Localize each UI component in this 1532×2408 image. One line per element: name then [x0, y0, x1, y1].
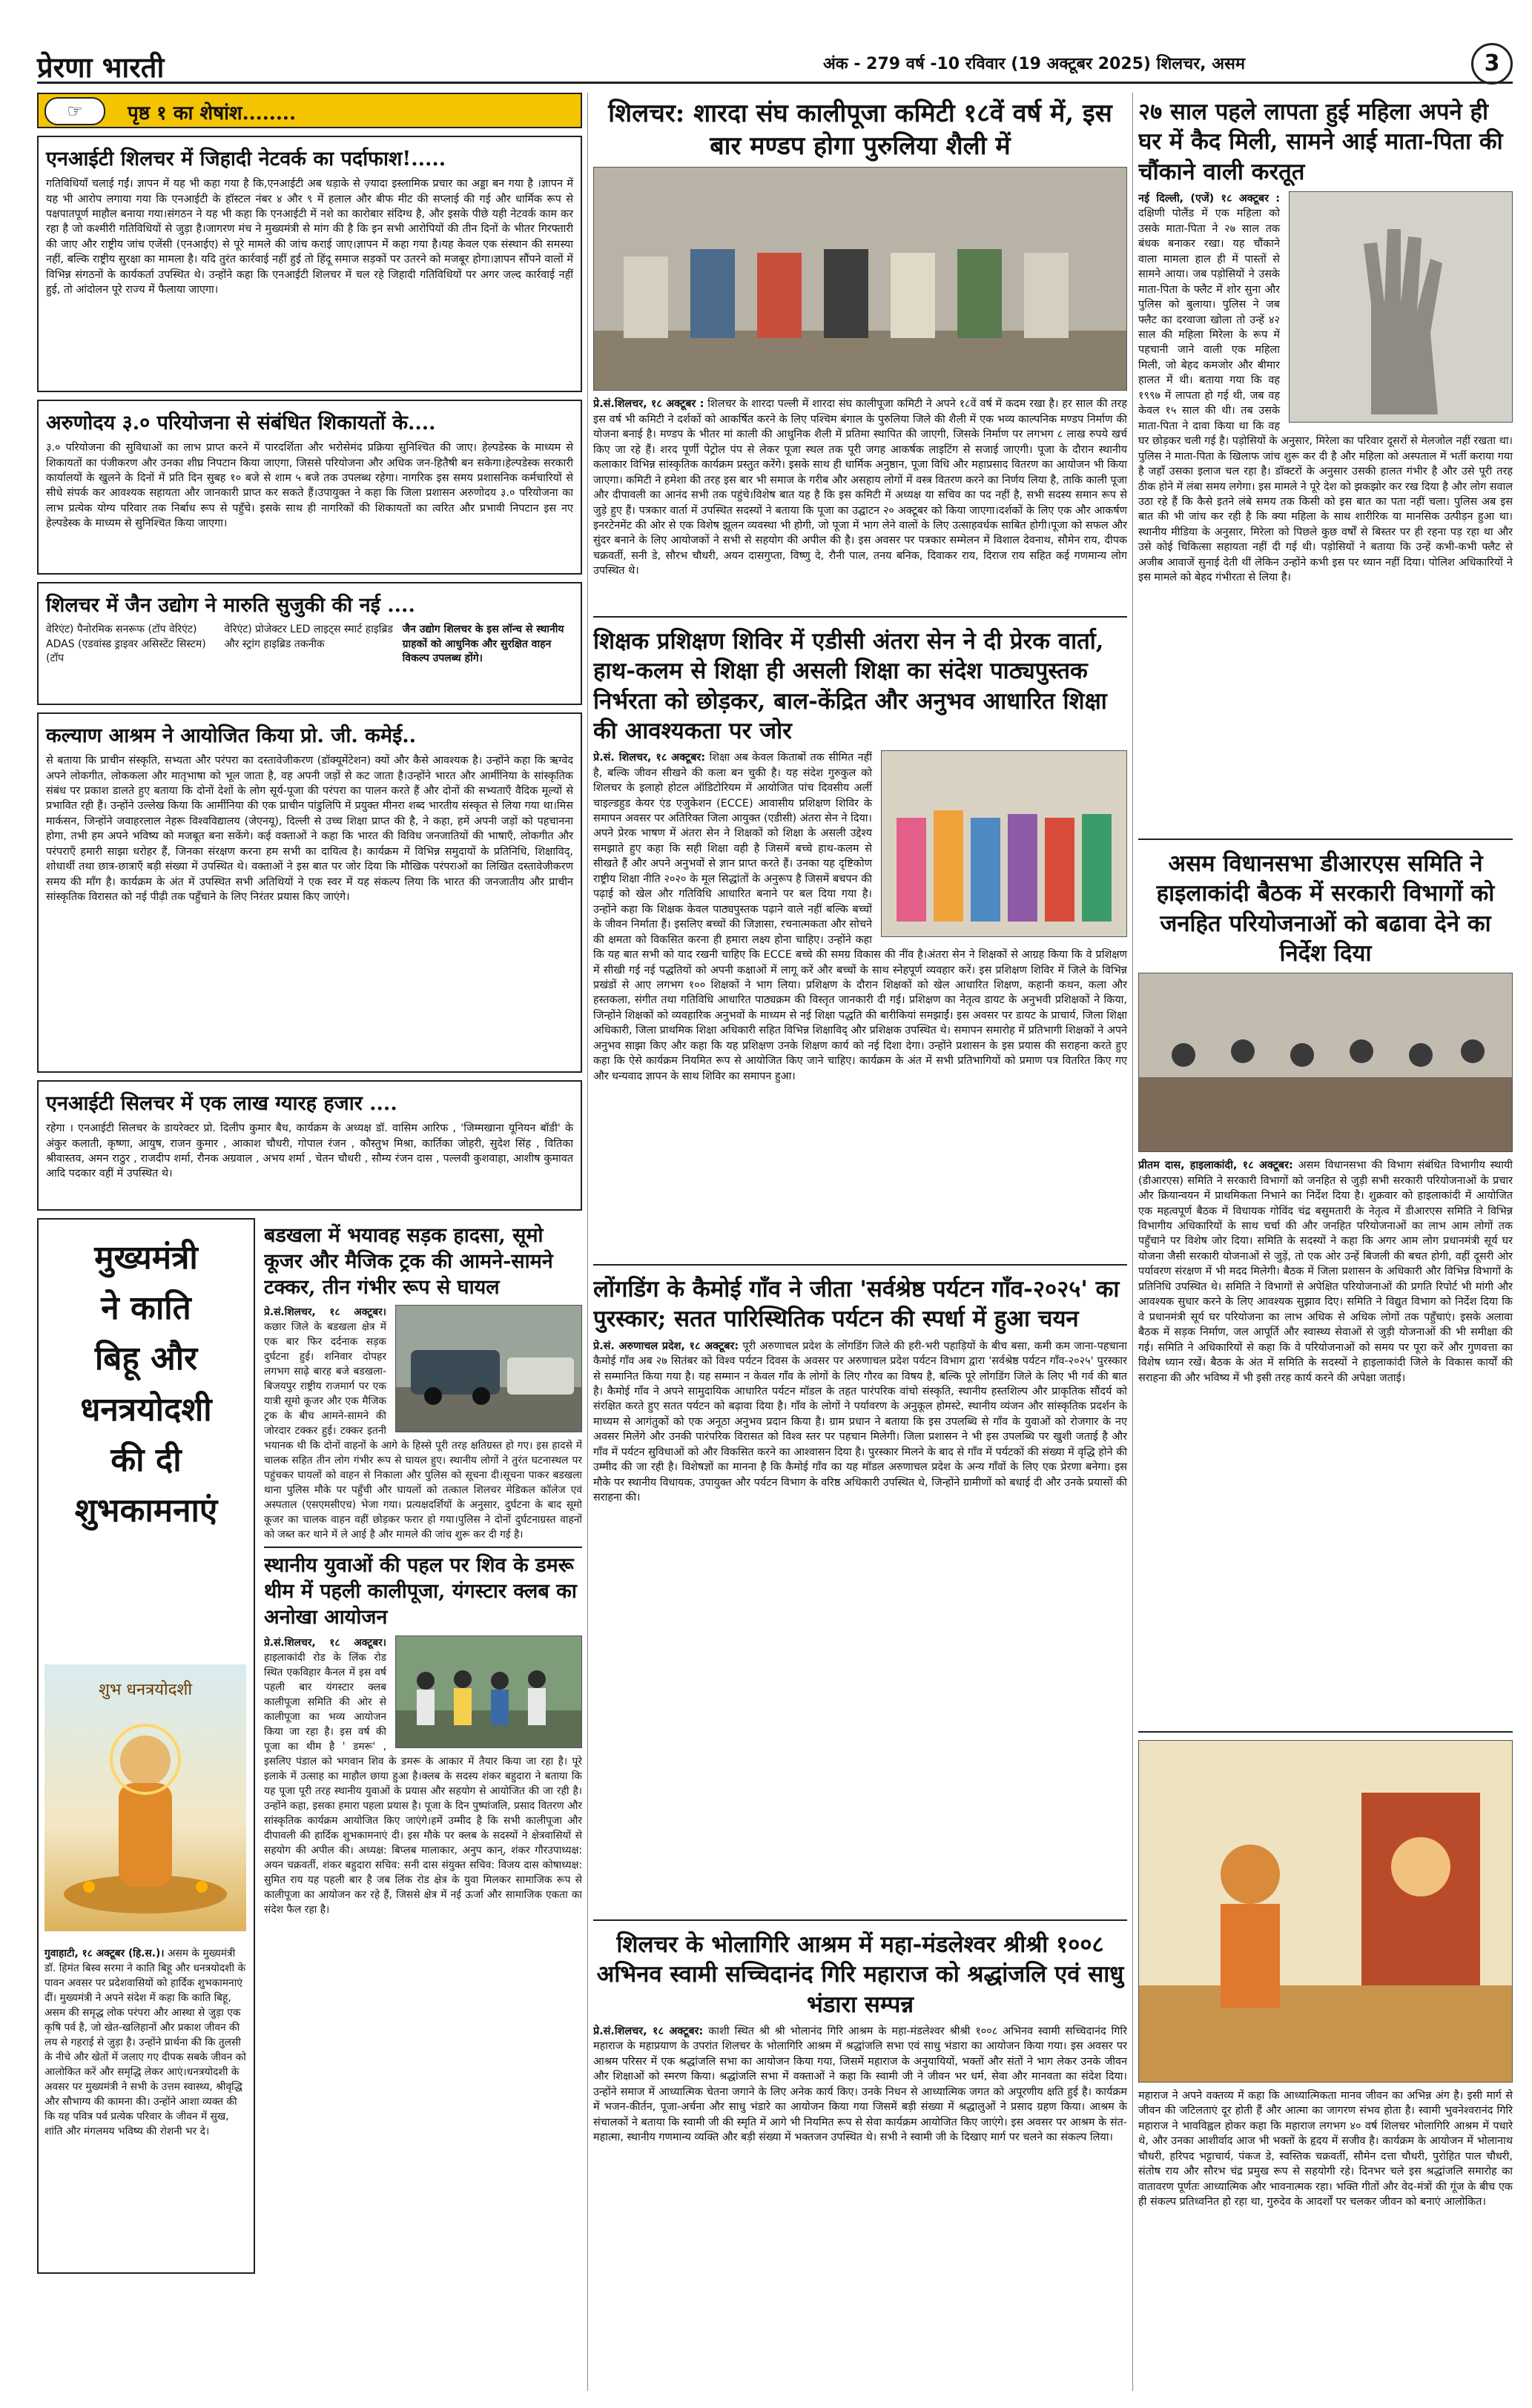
greeting-line: शुभकामनाएं: [74, 1491, 218, 1529]
divider: [1138, 838, 1513, 840]
article-body: काशी स्थित श्री श्री भोलानंद गिरि आश्रम के महा-मंडलेश्वर श्रीश्री १००८ अभिनव स्वामी सच्चिदानंद गिरि महाराज के महाप्रयाण के उपरांत शिलचर के भोलागिरि आश्रम में श्रद्धांजलि सभा एवं साधु भंडारा का आयोजन किया गया। इस अवसर पर आश्रम परिसर में एक श्रद्धांजलि सभा का आयोजन किया गया, जिसमें महाराज के अनुयायियों, भक्तों और संतों ने भाग लेकर उनके जीवन और शिक्षाओं को स्मरण किया। श्रद्धांजलि सभा में वक्ताओं ने कहा कि स्वामी जी ने जीवन भर धर्म, सेवा और मानवता का संदेश दिया। उन्होंने समाज में आध्यात्मिक चेतना जगाने के लिए अनेक कार्य किए। उनके निधन से आध्यात्मिक जगत को अपूरणीय क्षति हुई है। कार्यक्रम में भजन-कीर्तन, पूजा-अर्चना और साधु भंडारे का आयोजन किया गया जिसमें बड़ी संख्या में श्रद्धालुओं ने प्रसाद ग्रहण किया। आश्रम के संचालकों ने बताया कि स्वामी जी की स्मृति में आगे भी नियमित रूप से सेवा कार्यक्रम आयोजित किए जाएंगे। इस अवसर पर आश्रम के संत-महात्मा, स्थानीय गणमान्य व्यक्ति और बड़ी संख्या में भक्तजन उपस्थित थे। सभी ने स्वामी जी के दिखाए मार्ग पर चलने का संकल्प लिया।: [593, 2025, 1127, 2144]
article-bholagiri-ashram: [593, 1925, 1127, 2391]
lower-left-block: [37, 1218, 582, 2360]
article-body: असम विधानसभा की विभाग संबंधित विभागीय स्थायी (डीआरएस) समिति ने सरकारी विभागों को जनहित से जुड़ी सभी सरकारी परियोजनाओं के प्रचार और क्रियान्वयन में प्राथमिकता निभाने का निर्देश दिया है। शुक्रवार को हाइलाकांदी में आयोजित एक महत्वपूर्ण बैठक में विधायक गोविंद चंद्र बसुमतारी के नेतृत्व में डीआरएस समिति ने विभिन्न विभागीय अधिकारियों के साथ चर्चा की और जनहित परियोजनाओं का लाभ आम लोगों तक पहुँचाने पर विशेष जोर दिया। समिति के सदस्यों ने कहा कि अगर आम लोग प्रधानमंत्री सूर्य घर योजना जैसी सरकारी योजनाओं से जुड़ें, तो एक ओर उन्हें बिजली की बचत होगी, वहीं दूसरी ओर पर्यावरण संरक्षण में भी मदद मिलेगी। बैठक में जिला प्रशासन के अधिकारी और विभिन्न विभागों के प्रतिनिधि उपस्थित थे। समिति ने विभागों से अपेक्षित परियोजनाओं की प्रगति रिपोर्ट भी मांगी और आवश्यक सुधार करने के लिए आवश्यक सुझाव दिए। समिति ने विद्युत विभाग को निर्देश दिया कि वे प्रधानमंत्री सूर्य घर परियोजना का लाभ अधिक से अधिक लोगों तक पहुँचाएं। इसके अलावा बैठक में सड़क निर्माण, जल आपूर्ति और स्वास्थ्य सेवाओं से जुड़ी योजनाओं की भी समीक्षा की गई। समिति ने अधिकारियों से कहा कि वे परियोजनाओं को समय पर पूरा करें और गुणवत्ता का विशेष ध्यान रखें। बैठक के अंत में समिति के सदस्यों ने हाइलाकांदी जिले के विकास कार्यों की सराहना की और भविष्य में भी इसी तरह कार्य करने की अपेक्षा जताई।: [1138, 1160, 1513, 1384]
article-arunoday: [37, 400, 582, 575]
feature-cell: वेरिएंट) पैनोरमिक सनरूफ (टॉप वेरिएंट) ADAS (एडवांस्ड ड्राइवर असिस्टेंट सिस्टम) (टॉप: [46, 624, 206, 665]
article-body: ३.० परियोजना की सुविधाओं का लाभ प्राप्त करने में पारदर्शिता और भरोसेमंद प्रक्रिया सुनिश्चित की जाए। हेल्पडेस्क के माध्यम से शिकायतों का पंजीकरण और उनका शीघ्र निपटान किया जाएगा, जिससे परियोजना और अधिक जन-हितैषी बन सकेगा।हेल्पडेस्क सरकारी कार्यालयों के खुलने के दिनों में प्रति दिन सुबह १० बजे से शाम ५ बजे तक उपलब्ध रहेगा। नागरिक इस समय प्रशासनिक कर्मचारियों से सीधे संपर्क कर आवश्यक सहायता और जानकारी प्राप्त कर सकते हैं।उपायुक्त ने कहा कि जिला प्रशासन अरुणोदय ३.० परियोजना का लाभ प्रत्येक योग्य परिवार तक निर्बाध रूप से पहुँचे। इसके साथ ही नागरिकों की शिकायतों का त्वरित और प्रभावी निपटान इस नए हेल्पडेस्क के माध्यम से सुनिश्चित किया जाएगा।: [46, 442, 573, 530]
hand-illustration: [1290, 192, 1512, 422]
article-body: कछार जिले के बडखला क्षेत्र में एक बार फिर दर्दनाक सड़क दुर्घटना हुई। शनिवार दोपहर लगभग साढ़े बारह बजे बडखला-बिजयपुर राष्ट्रीय राजमार्ग पर एक यात्री सूमो कूजर और एक मैजिक ट्रक के बीच आमने-सामने की जोरदार टक्कर हुई। टक्कर इतनी भयानक थी कि दोनों वाहनों के आगे के हिस्से पूरी तरह क्षतिग्रस्त हो गए। इस हादसे में चालक सहित तीन लोग गंभीर रूप से घायल हुए। स्थानीय लोगों ने तुरंत घटनास्थल पर पहुंचकर घायलों को वाहन से निकाला और पुलिस को सूचना दी।सूचना पाकर बडखला थाना पुलिस मौके पर पहुँची और घायलों को तत्काल शिलचर मेडिकल कॉलेज एवं अस्पताल (एसएमसीएच) भेजा गया। प्रत्यक्षदर्शियों के अनुसार, दुर्घटना के बाद सूमो कूजर का चालक वाहन वहीं छोड़कर फरार हो गया।पुलिस ने दोनों दुर्घटनाग्रस्त वाहनों को जब्त कर थाने में ले आई है और मामले की जांच शुरू कर दी गई है।: [264, 1321, 582, 1541]
sharda-sangha-photo: [593, 167, 1127, 391]
article-body: दक्षिणी पोलैंड में एक महिला को उसके माता-पिता ने २७ साल तक बंधक बनाकर रखा। यह चौंकाने वाला मामला हाल ही में पास्तों से सामने आया। जब पड़ोसियों ने उसके माता-पिता के फ्लैट में शोर सुना और पुलिस को बुलाया। पुलिस ने जब फ्लैट का दरवाजा खोला तो उन्हें ४२ साल की महिला मिरेला के रूप में पहचानी जाने वाली एक महिला मिली, जो बेहद कमजोर और बीमार हालत में थी। बताया गया कि वह १९९७ में लापता हो गई थी, जब वह केवल १५ साल की थी। तब उसके माता-पिता ने दावा किया था कि वह घर छोड़कर चली गई है। पड़ोसियों के अनुसार, मिरेला का परिवार दूसरों से मेलजोल नहीं रखता था। पुलिस ने माता-पिता के खिलाफ जांच शुरू कर दी है और महिला को अस्पताल में भर्ती कराया गया है जहाँ उसका इलाज चल रहा है। डॉक्टरों के अनुसार उसकी हालत गंभीर है और उसे पूरी तरह ठीक होने में लंबा समय लगेगा। इस मामले ने पूरे देश को झकझोर कर रख दिया है और लोग सवाल उठा रहे हैं कि कैसे इतने लंबे समय तक किसी को इस बात का पता नहीं चला। पुलिस अब इस बात की भी जांच कर रही है कि क्या महिला के साथ शारीरिक या मानसिक उत्पीड़न हुआ था। स्थानीय मीडिया के अनुसार, मिरेला को पिछले कुछ वर्षों से बिस्तर पर ही रहना पड़ रहा था और उसे कोई चिकित्सा सहायता नहीं दी गई थी। पड़ोसियों ने बताया कि उन्हें कभी-कभी फ्लैट से अजीब आवाजें सुनाई देती थीं लेकिन उन्होंने कभी इस पर ध्यान नहीं दिया। पोलिश अधिकारियों ने इस मामले को बेहद गंभीरता से लिया है।: [1138, 208, 1513, 584]
meeting-photo: [1138, 973, 1513, 1152]
dateline: प्रीतम दास, हाइलाकांदी, १८ अक्टूबर:: [1138, 1160, 1293, 1172]
headline: शिलचर: शारदा संघ कालीपूजा कमिटी १८वें वर्ष में, इस बार मण्डप होगा पुरुलिया शैली में: [608, 99, 1112, 162]
greeting-line: मुख्यमंत्री: [94, 1239, 198, 1277]
dateline: नई दिल्ली, (एजें) १८ अक्टूबर :: [1138, 192, 1280, 205]
article-body: पूरी अरुणाचल प्रदेश के लोंगडिंग जिले की हरी-भरी पहाड़ियों के बीच बसा, कमी कम जाना-पहचाना कैमोई गाँव अब २७ सितंबर को विश्व पर्यटन दिवस के अवसर पर अरुणाचल प्रदेश पर्यटन विभाग द्वारा 'सर्वश्रेष्ठ पर्यटन गाँव-२०२५' पुरस्कार से सम्मानित किया गया है। यह सम्मान न केवल गाँव के लोगों के लिए गौरव का विषय है, बल्कि पूरे लोंगडिंग जिले के लिए भी गर्व की बात है। कैमोई गाँव ने अपने सामुदायिक आधारित पर्यटन मॉडल के तहत पारंपरिक वांचो संस्कृति, स्थानीय हस्तशिल्प और प्राकृतिक सौंदर्य को संरक्षित करते हुए सतत पर्यटन को बढ़ावा दिया है। गाँव के लोगों ने पर्यावरण के अनुकूल होमस्टे, स्थानीय व्यंजन और सांस्कृतिक प्रदर्शन के माध्यम से आगंतुकों को एक अनूठा अनुभव प्रदान किया है। ग्राम प्रधान ने बताया कि इस उपलब्धि से गाँव के युवाओं को रोजगार के नए अवसर मिलेंगे और उनकी पारंपरिक विरासत को विश्व स्तर पर पहचान मिलेगी। जिला प्रशासन ने भी इस उपलब्धि पर खुशी जताई है और गाँव में पर्यटन सुविधाओं को और विकसित करने का आश्वासन दिया है। पुरस्कार मिलने के बाद से गाँव में पर्यटकों की संख्या में वृद्धि होने की उम्मीद की जा रही है। विशेषज्ञों का मानना है कि कैमोई गाँव का यह मॉडल अरुणाचल प्रदेश के अन्य गाँवों के लिए एक प्रेरणा बनेगा। इस मौके पर स्थानीय विधायक, उपायुक्त और पर्यटन विभाग के वरिष्ठ अधिकारी उपस्थित थे, जिन्होंने ग्रामीणों को बधाई दी और उनके प्रयासों की सराहना की।: [593, 1340, 1127, 1504]
dateline: प्रे.सं.शिलचर, १८ अक्टूबर :: [593, 398, 704, 411]
article-kamoi-village: [593, 1270, 1127, 1915]
article-nit-network: [37, 136, 582, 392]
pointing-hand-icon: ☞: [44, 97, 105, 125]
dateline: प्रे.सं.शिलचर, १८ अक्टूबर:: [593, 2025, 704, 2037]
meeting-illustration: [1139, 973, 1512, 1151]
dateline: गुवाहाटी, १८ अक्टूबर (हि.स.)।: [44, 1948, 165, 1959]
article-teacher-training: [593, 622, 1127, 1260]
dateline: प्रे.सं.शिलचर, १८ अक्टूबर।: [264, 1636, 386, 1649]
article-body: रहेगा । एनआईटी सिलचर के डायरेक्टर प्रो. दिलीप कुमार बैध, कार्यक्रम के अध्यक्ष डॉ. वासिम आरिफ , 'जिम्मखाना यूनियन बॉडी' के अंकुर कलाती, कृष्णा, आयुष, राजन कुमार , आकाश चौधरी, गोपाल रंजन , कौस्तुभ मिश्रा, कार्तिका जोहरी, सुदेश सिंह , वितिका श्रीवास्तव, अमन राठुर , राजदीप शर्मा, रौनक अग्रवाल , अभय शर्मा , चेतन चौधरी , सौम्य रंजन दास , पल्लवी कुशवाहा, आशीष कुमावत आदि पदकार वहीं में उपस्थित थे।: [46, 1122, 573, 1180]
greeting-headline: [39, 1233, 254, 1536]
greeting-line: ने काति: [101, 1289, 191, 1328]
training-illustration: [882, 751, 1126, 936]
article-maruti: [37, 582, 582, 705]
greeting-article: [44, 1946, 246, 2139]
article-missing-woman: [1138, 93, 1513, 834]
headline: शिक्षक प्रशिक्षण शिविर में एडीसी अंतरा सेन ने दी प्रेरक वार्ता, हाथ-कलम से शिक्षा ही असली शिक्षा का संदेश पाठ्यपुस्तक निर्भरता को छोड़कर, बाल-केंद्रित और अनुभव आधारित शिक्षा की आवश्यकता पर जोर: [593, 628, 1107, 744]
ashram-photo: [1138, 1740, 1513, 2083]
column-right: [1138, 93, 1513, 2391]
headline: २७ साल पहले लापता हुई महिला अपने ही घर में कैद मिली, सामने आई माता-पिता की चौंकाने वाली करतूत: [1138, 99, 1503, 185]
ashram-illustration: [1139, 1741, 1512, 2082]
column-left: [37, 93, 582, 2391]
headline: लोंगडिंग के कैमोई गाँव ने जीता 'सर्वश्रेष्ठ पर्यटन गाँव-२०२५' का पुरस्कार; सतत पारिस्थितिक पर्यटन की स्पर्धा में हुआ चयन: [593, 1276, 1120, 1333]
paper-name: प्रेरणा भारती: [37, 50, 165, 84]
headline: शिलचर के भोलागिरि आश्रम में महा-मंडलेश्वर श्रीश्री १००८ अभिनव स्वामी सच्चिदानंद गिरि महाराज को श्रद्धांजलि एवं साधु भंडारा सम्पन्न: [596, 1931, 1124, 2018]
dateline: प्रे.सं.शिलचर, १८ अक्टूबर।: [264, 1306, 386, 1319]
training-photo: [881, 750, 1127, 937]
dateline: प्रे.सं. अरुणाचल प्रदेश, १८ अक्टूबर:: [593, 1340, 739, 1352]
headline: अरुणोदय ३.० परियोजना से संबंधित शिकायतों के....: [46, 411, 436, 434]
group-photo-illustration: [396, 1636, 581, 1747]
headline: शिलचर में जैन उद्योग ने मारुति सुजुकी की नई ....: [46, 594, 415, 617]
feature-cell: वेरिएंट) प्रोजेक्टर LED लाइट्स स्मार्ट हाइब्रिड और स्ट्रांग हाइब्रिड तकनीक: [224, 624, 393, 650]
article-body: हाइलाकांदी रोड के लिंक रोड स्थित एकविहार कैनल में इस वर्ष पहली बार यंगस्टार क्लब कालीपूजा समिति की ओर से कालीपूजा का भव्य आयोजन किया जा रहा है। इस वर्ष की पूजा का थीम है ' डमरू' , इसलिए पंडाल को भगवान शिव के डमरू के आकार में तैयार किया जा रहा है। पूरे इलाके में उत्साह का माहौल छाया हुआ है।क्लब के सदस्य शंकर बहुदारा ने बताया कि यह पूजा पूरी तरह स्थानीय युवाओं के प्रयास और सहयोग से आयोजित की जा रही है। उन्होंने कहा, इसका हमारा पहला प्रयास है। पूजा के दिन पुष्पांजलि, प्रसाद वितरण और सांस्कृतिक कार्यक्रम आयोजित किए जाएंगे।हमें उम्मीद है कि सभी कालीपूजा और दीपावली की हार्दिक शुभकामनाएं दी। इस मौके पर क्लब के सदस्यों ने क्षेत्रवासियों से सहयोग की अपील की। अध्यक्ष: बिप्लब मालाकार, अनुप कान्, शंकर गौरउपाध्यक्ष: अयन चक्रवर्ती, शंकर बहुदारा सचिव: सनी दास संयुक्त सचिव: विजय दास कोषाध्यक्ष: सुमित राय यह पहली बार है जब लिंक रोड क्षेत्र के युवा मिलकर सामाजिक रूप से कालीपूजा का आयोजन कर रहे हैं, जिससे क्षेत्र में नई ऊर्जा और सामाजिक एकता का संदेश फैल रहा है।: [264, 1651, 582, 1916]
club-photo: [395, 1635, 582, 1748]
article-body: असम के मुख्यमंत्री डॉ. हिमंत बिस्व सरमा ने काति बिहू और धनत्रयोदशी के पावन अवसर पर प्रदेशवासियों को हार्दिक शुभकामनाएं दीं। मुख्यमंत्री ने अपने संदेश में कहा कि काति बिहू, असम की समृद्ध लोक परंपरा और आस्था से जुड़ा एक कृषि पर्व है, जो खेत-खलिहानों और प्रकाश जीवन की लय से गहराई से जुड़ा है। उन्होंने प्रार्थना की कि तुलसी के नीचे और खेतों में जलाए गए दीपक सबके जीवन को आलोकित करें और समृद्धि लेकर आएं।धनत्रयोदशी के अवसर पर मुख्यमंत्री ने सभी के उत्तम स्वास्थ्य, श्रीवृद्धि और सौभाग्य की कामना की। उन्होंने आशा व्यक्त की कि यह पवित्र पर्व प्रत्येक परिवार के जीवन में सुख, शांति और मंगलमय भविष्य की रोशनी भर दे।: [44, 1948, 246, 2137]
article-bholagiri-continued: [1138, 1737, 1513, 2389]
headline: बडखला में भयावह सड़क हादसा, सूमो कूजर और मैजिक ट्रक की आमने-सामने टक्कर, तीन गंभीर रूप से घायल: [264, 1224, 553, 1300]
article-body: शिलचर के शारदा पल्ली में शारदा संघ कालीपूजा कमिटी ने अपने १८वें वर्ष में कदम रखा है। हर साल की तरह इस वर्ष भी कमिटी ने दर्शकों को आकर्षित करने के लिए पश्चिम बंगाल के पुरुलिया जिले की शैली में एक भव्य काल्पनिक मण्डप निर्माण की योजना बनाई है। मण्डप के भीतर मां काली की आधुनिक शैली में प्रतिमा स्थापित की जाएगी, जिसके निर्माण पर लगभग ८ लाख रुपये खर्च किए जा रहे हैं। शरद पूर्णी पेट्रोल पंप से लेकर पूजा स्थल तक पूरी जगह आकर्षक लाइटिंग से सजाई जाएगी। पूजा के दौरान स्थानीय कलाकार विभिन्न सांस्कृतिक कार्यक्रम प्रस्तुत करेंगे। इसके साथ ही धार्मिक अनुष्ठान, पूजा विधि और महाप्रसाद वितरण का आयोजन भी किया जाएगा। कमिटी ने हमेशा की तरह इस बार भी समाज के गरीब और असहाय लोगों में वस्त्र वितरण करने का निर्णय लिया है, ताकि काली पूजा और दीपावली का आनंद सभी तक पहुंचे।विशेष बात यह है कि इस कमिटी में अध्यक्ष या सचिव का पद नहीं है, सभी सदस्य समान रूप से जुड़े हुए हैं। पत्रकार वार्ता में उपस्थित सदस्यों ने बताया कि पूजा का उद्घाटन २० अक्टूबर को किया जाएगा।दर्शकों के लिए एक और आकर्षण इनरटेनमेंट की ओर से एक विशेष झूलन व्यवस्था भी होगी, जो पूजा में भाग लेने वालों के लिए उत्साहवर्धक साबित होगी।पूजा को सफल और सुंदर बनाने के लिए आयोजकों ने सभी से सहयोग की अपील की है। इस अवसर पर पत्रकार सम्मेलन में विशाल देवनाथ, सौमेन राय, दीपक चक्रवर्ती, सनी डे, सौरभ चौधरी, अयन दासगुप्ता, विष्णु दे, रौनी पाल, तनय बनिक, दिवाकर राय, दिराज राय सहित कई गणमान्य लोग उपस्थित थे।: [593, 398, 1127, 578]
article-body: गतिविधियाँ चलाई गईं। ज्ञापन में यह भी कहा गया है कि,एनआईटी अब धड़ाके से ज़्यादा इस्लामिक प्रचार का अड्डा बन गया है ।ज्ञापन में यह भी आरोप लगाया गया कि एनआईटी के हॉस्टल नंबर ४ और ९ में हलाल और बीफ मीट की सप्लाई की गई और धार्मिक रूप से पक्षपातपूर्ण माहौल बनाया गया।संगठन ने यह भी कहा कि एनआईटी में नशे का कारोबार संदिग्ध है, और इसके पीछे यही नेटवर्क काम कर रहा है जो कश्मीरी गतिविधियों से जुड़ा है।जागरण मंच ने मुख्यमंत्री से मांग की है कि इन सभी आरोपियों की तीन दिनों के भीतर गिरफ्तारी की जाए और राष्ट्रीय जांच एजेंसी (एनआईए) से पूरे मामले की जांच कराई जाए।ज्ञापन में कहा गया है।यह केवल एक संस्थान की समस्या नहीं, बल्कि राष्ट्रीय सुरक्षा का मामला है। यदि तुरंत कार्रवाई नहीं हुई तो हिंदू समाज सड़कों पर उतरने को मजबूर होगा।ज्ञापन सौंपने वालों में विभिन्न संगठनों के कार्यकर्ता उपस्थित थे। उन्होंने कहा कि एनआईटी शिलचर में चल रहे जिहादी गतिविधियों पर अगर जल्द कार्रवाई नहीं हुई, तो आंदोलन पूरे राज्य में फैलाया जाएगा।: [46, 178, 573, 297]
accident-photo: [395, 1305, 582, 1432]
hand-photo: [1289, 191, 1513, 423]
article-drs-committee: [1138, 844, 1513, 1727]
page-number: 3: [1471, 43, 1513, 85]
divider: [593, 616, 1127, 618]
headline: एनआईटी सिलचर में एक लाख ग्यारह हजार ....: [46, 1092, 397, 1115]
goddess-illustration: [44, 1664, 246, 1931]
article-body: महाराज ने अपने वक्तव्य में कहा कि आध्यात्मिकता मानव जीवन का अभिन्न अंग है। इसी मार्ग से जीवन की जटिलताएं दूर होती हैं और आत्मा का जागरण संभव होता है। स्वामी भुवनेश्वरानंद गिरि महाराज ने भावविह्वल होकर कहा कि महाराज लगभग ४० वर्ष शिलचर भोलागिरि आश्रम में पधारे थे, और उनका आशीर्वाद आज भी भक्तों के हृदय में सजीव है। कार्यक्रम के आयोजन में भोलानाथ चौधरी, हरिपद भट्टाचार्य, पंकज डे, स्वस्तिक चक्रवर्ती, सौमेन दत्ता चौधरी, पुरोहित पाल चौधरी, संतोष राय और सौरभ चंद्र प्रमुख रूप से सहयोगी रहे। दिनभर चले इस श्रद्धांजलि समारोह का वातावरण पूर्णतः आध्यात्मिक और भावनात्मक रहा। भक्ति गीतों और वेद-मंत्रों की गूंज के बीच एक ही संकल्प प्रतिध्वनित हो रहा था, गुरुदेव के आदर्शों पर चलकर जीवन को बनाएं आलोकित।: [1138, 2090, 1513, 2209]
banner-text: पृष्ठ १ का शेषांश........: [128, 102, 296, 125]
headline: एनआईटी शिलचर में जिहादी नेटवर्क का पर्दाफाश!.....: [46, 148, 446, 171]
article-road-accident: [264, 1218, 582, 1922]
continued-banner: [37, 93, 582, 128]
headline: स्थानीय युवाओं की पहल पर शिव के डमरू थीम में पहली कालीपूजा, यंगस्टार क्लब का अनोखा आयोजन: [264, 1554, 577, 1630]
article-body: शिक्षा अब केवल किताबों तक सीमित नहीं है, बल्कि जीवन सीखने की कला बन चुकी है। यह संदेश गुरुकुल को शिलचर के इलाहो होटल ऑडिटोरियम में आयोजित पांच दिवसीय अर्ली चाइल्डहुड केयर एंड एजुकेशन (ECCE) आवासीय प्रशिक्षण शिविर के समापन अवसर पर अतिरिक्त जिला आयुक्त (एडीसी) अंतरा सेन ने दिया। अपने प्रेरक भाषण में अंतरा सेन ने शिक्षकों को शिक्षा के असली उद्देश्य समझाते हुए कहा कि सही शिक्षा वही है जिसमें बच्चे हाथ-कलम से सीखते हैं और अपने अनुभवों से ज्ञान प्राप्त करते हैं। उनका यह दृष्टिकोण राष्ट्रीय शिक्षा नीति २०२० के मूल सिद्धांतों के अनुरूप है जिसमें बचपन की पढ़ाई को खेल और गतिविधि आधारित बनाने पर बल दिया गया है। उन्होंने कहा कि शिक्षक केवल पाठ्यपुस्तक पढ़ाने वाले नहीं बल्कि बच्चों के जीवन निर्माता हैं। इसलिए बच्चों की जिज्ञासा, रचनात्मकता और सोचने की क्षमता को विकसित करना ही हमारा लक्ष्य होना चाहिए। उन्होंने कहा कि यह बात सभी को याद रखनी चाहिए कि ECCE बच्चे की समग्र विकास की नींव है।अंतरा सेन ने शिक्षकों से आग्रह किया कि वे प्रशिक्षण में सीखी गई नई पद्धतियों को अपनी कक्षाओं में लागू करें और बच्चों के साथ स्नेहपूर्ण व्यवहार करें। इस प्रशिक्षण शिविर में जिले के विभिन्न प्रखंडों से आए लगभग १०० शिक्षकों ने भाग लिया। प्रशिक्षण के दौरान शिक्षकों को खेल आधारित शिक्षण, कहानी कथन, कला और हस्तकला, संगीत तथा गतिविधि आधारित पाठ्यक्रम की विस्तृत जानकारी दी गई। प्रशिक्षण का नेतृत्व डायट के अनुभवी प्रशिक्षकों ने किया, जिन्होंने शिक्षकों को व्यवहारिक अनुभवों के माध्यम से नई शिक्षा पद्धति की बारीकियां समझाईं। इस अवसर पर डायट के प्राचार्य, जिला शिक्षा अधिकारी, जिला प्राथमिक शिक्षा अधिकारी सहित विभिन्न शिक्षाविद् और प्रशिक्षक उपस्थित थे। समापन समारोह में प्रतिभागी शिक्षकों ने अपने अनुभव साझा किए और कहा कि यह प्रशिक्षण उनके शिक्षण कार्य को नई दिशा देगा। उन्होंने प्रशासन के इस प्रयास की सराहना करते हुए कहा कि ऐसे कार्यक्रम नियमित रूप से आयोजित किए जाने चाहिए। कार्यक्रम के अंत में सभी प्रतिभागियों को प्रमाण पत्र वितरित किए गए और धन्यवाद ज्ञापन के साथ शिविर का समापन हुआ।: [593, 752, 1127, 1082]
headline: असम विधानसभा डीआरएस समिति ने हाइलाकांदी बैठक में सरकारी विभागों को जनहित परियोजनाओं को बढावा देने का निर्देश दिया: [1156, 850, 1495, 967]
dateline: प्रे.सं. शिलचर, १८ अक्टूबर:: [593, 752, 706, 764]
greeting-line: की दी: [110, 1440, 182, 1479]
divider: [1138, 1731, 1513, 1733]
divider: [593, 1264, 1127, 1266]
greeting-line: बिहू और: [94, 1340, 198, 1378]
article-body: से बताया कि प्राचीन संस्कृति, सभ्यता और परंपरा का दस्तावेजीकरण (डॉक्यूमेंटेशन) क्यों और कैसे आवश्यक है। उन्होंने कहा कि ऋग्वेद अपने लोकगीत, लोककला और मातृभाषा को भूल जाता है, वह अपनी जड़ों से कट जाता है।उन्होंने भारत और आर्मीनिया के सांस्कृतिक संबंध पर प्रकाश डालते हुए बताया कि दोनों देशों के लोग सूर्य-पूजा की परंपरा का पालन करते हैं और दोनों की सभ्यताएँ वैदिक मूल्यों से प्रभावित रही हैं। उन्होंने उल्लेख किया कि आर्मीनिया की एक प्राचीन पांडुलिपि में प्रयुक्त मीनरा शब्द भारतीय संस्कृत से लिया गया था।मिस मार्कसन, जिन्होंने जवाहरलाल नेहरू विश्वविद्यालय (जेएनयू), दिल्ली से उच्च शिक्षा प्राप्त की है, ने कहा, हमें अपनी जड़ों को पहचानना होगा, तभी हम अपने भविष्य को मजबूत बना सकेंगे। कई वक्ताओं ने कहा कि भारत की विविध जनजातियों की भाषाएँ, लोकगीत और परंपराएँ हमारी साझा धरोहर हैं, जिनका संरक्षण करना हम सभी का दायित्व है। कार्यक्रम में विभिन्न समुदायों के प्रतिनिधि, शिक्षाविद्, शोधार्थी तथा छात्र-छात्राएँ बड़ी संख्या में उपस्थित थे। वक्ताओं ने इस बात पर जोर दिया कि मौखिक परंपराओं का लिखित दस्तावेजीकरण समय की माँग है। कार्यक्रम के अंत में उपस्थित सभी अतिथियों ने एक स्वर में यह संकल्प लिया कि भारत की जनजातीय और प्राचीन सांस्कृतिक विरासत को नई पीढ़ी तक पहुँचाने के लिए निरंतर प्रयास किए जाएंगे।: [46, 755, 573, 904]
dhanteras-poster: [44, 1664, 246, 1931]
column-divider: [1132, 93, 1133, 2391]
cm-greeting-box: [37, 1218, 255, 2274]
accident-illustration: [396, 1306, 581, 1432]
column-middle: [593, 93, 1127, 2391]
press-meet-illustration: [594, 168, 1126, 390]
divider: [264, 1547, 582, 1548]
poster-text: शुभ धनत्रयोदशी: [98, 1681, 193, 1699]
article-sharda-sangha: [593, 93, 1127, 612]
headline: कल्याण आश्रम ने आयोजित किया प्रो. जी. कमेई..: [46, 724, 417, 747]
column-divider: [587, 93, 588, 2391]
greeting-line: धनत्रयोदशी: [80, 1390, 212, 1429]
issue-line: अंक - 279 वर्ष -10 रविवार (19 अक्टूबर 2025) शिलचर, असम: [823, 55, 1246, 73]
feature-cell: जैन उद्योग शिलचर के इस लॉन्च से स्थानीय ग्राहकों को आधुनिक और सुरक्षित वाहन विकल्प उपलब्ध होंगे।: [402, 624, 564, 665]
article-nit-lakh: [37, 1080, 582, 1211]
feature-table: [46, 623, 573, 666]
article-kalyan-ashram: [37, 712, 582, 1073]
masthead: [37, 44, 1513, 84]
divider: [593, 1919, 1127, 1921]
